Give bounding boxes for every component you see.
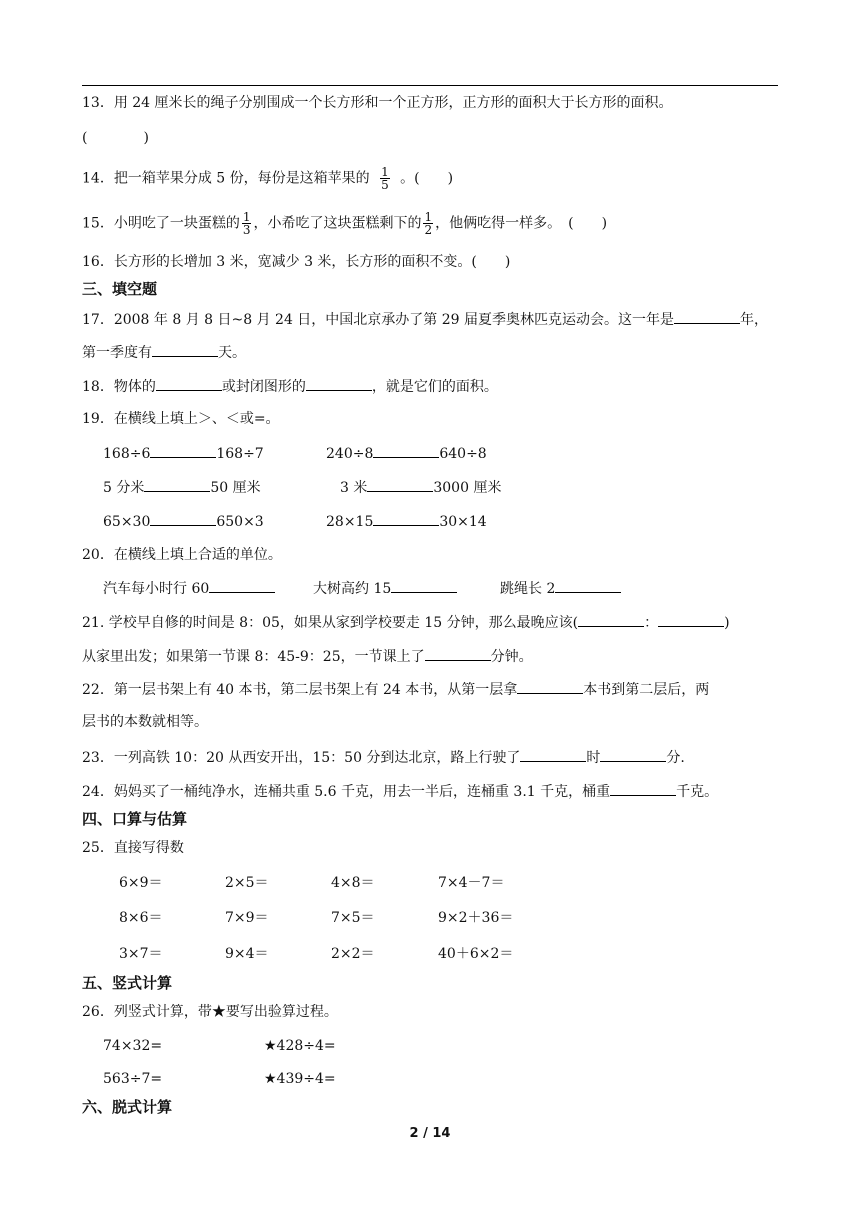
answer-parentheses: ( ) (82, 130, 149, 146)
question-17-cont (82, 342, 246, 363)
question-24-text: 千克。 (676, 784, 719, 800)
question-22-text: 层书的本数就相等。 (82, 714, 208, 730)
answer-blank[interactable] (152, 342, 218, 357)
fraction-numerator: 1 (242, 210, 251, 224)
question-25-text: 25．直接写得数 (82, 840, 184, 856)
section-heading-6: 六、脱式计算 (82, 1098, 173, 1116)
answer-blank[interactable] (156, 376, 222, 391)
time-separator: ： (644, 615, 659, 631)
compare-left: 65×30 (103, 514, 151, 530)
question-18-text: 或封闭图形的 (221, 379, 306, 395)
question-18-text: 18．物体的 (82, 379, 156, 395)
answer-blank[interactable] (391, 578, 457, 593)
question-21 (82, 612, 730, 633)
question-22 (82, 679, 709, 700)
question-21-text: 分钟。 (490, 649, 533, 665)
fraction-denominator: 2 (424, 223, 433, 237)
arithmetic-item: 8×6＝ (119, 910, 163, 926)
arithmetic-item: 7×9＝ (225, 910, 269, 926)
fraction (423, 211, 433, 236)
fraction-denominator: 5 (381, 178, 389, 192)
compare-item (103, 443, 264, 464)
question-21-text: ) (724, 615, 730, 631)
arithmetic-item: 2×5＝ (225, 875, 269, 891)
question-23-text: 23．一列高铁 10：20 从西安开出，15：50 分到达北京，路上行驶了 (82, 750, 521, 766)
compare-right: 640÷8 (439, 446, 487, 462)
answer-blank[interactable] (555, 578, 621, 593)
question-17-text: 年， (740, 312, 769, 328)
question-15-text-c: ，他俩吃得一样多。 ( ) (435, 215, 608, 232)
question-23 (82, 747, 685, 768)
compare-left: 240÷8 (326, 446, 374, 462)
answer-blank[interactable] (373, 511, 439, 526)
vertical-calc-item: ★428÷4= (264, 1038, 336, 1054)
compare-right: 3000 厘米 (433, 480, 502, 496)
answer-blank[interactable] (150, 443, 216, 458)
compare-right: 168÷7 (216, 446, 264, 462)
unit-item (313, 578, 457, 599)
arithmetic-item: 40＋6×2＝ (438, 946, 514, 962)
answer-blank[interactable] (517, 679, 583, 694)
page-number: 2 / 14 (409, 1126, 451, 1141)
arithmetic-item: 4×8＝ (331, 875, 375, 891)
question-16 (82, 252, 510, 272)
compare-right: 650×3 (216, 514, 264, 530)
arithmetic-item: 7×5＝ (331, 910, 375, 926)
compare-right: 50 厘米 (210, 480, 261, 496)
answer-blank[interactable] (600, 747, 666, 762)
compare-item (103, 477, 261, 498)
unit-item (103, 578, 275, 599)
compare-left: 3 米 (340, 480, 368, 496)
question-15-text-b: ，小希吃了这块蛋糕剩下的 (253, 215, 422, 232)
compare-item (340, 477, 501, 498)
question-17 (82, 309, 768, 330)
question-22-text: 本书到第二层后，两 (583, 682, 710, 698)
question-15 (82, 211, 607, 236)
question-14 (82, 166, 453, 191)
question-13 (82, 93, 673, 113)
unit-item-text: 大树高约 15 (313, 581, 392, 597)
fraction-numerator: 1 (424, 210, 433, 224)
question-17-text: 17．2008 年 8 月 8 日~8 月 24 日，中国北京承办了第 29 届夏季奥林匹克运动会。这一年是 (82, 312, 675, 328)
arithmetic-item: 9×2＋36＝ (438, 910, 514, 926)
question-20-text: 20．在横线上填上合适的单位。 (82, 547, 282, 563)
arithmetic-item: 2×2＝ (331, 946, 375, 962)
answer-blank[interactable] (150, 511, 216, 526)
compare-item (103, 511, 264, 532)
question-22-cont (82, 712, 208, 732)
question-18-text: ，就是它们的面积。 (371, 379, 498, 395)
vertical-calc-item: ★439÷4= (264, 1071, 336, 1087)
answer-blank[interactable] (674, 309, 740, 324)
question-17-text: 第一季度有 (82, 345, 152, 361)
compare-left: 168÷6 (103, 446, 151, 462)
question-13-answer (82, 128, 149, 148)
compare-right: 30×14 (439, 514, 487, 530)
question-16-text: 16．长方形的长增加 3 米，宽减少 3 米，长方形的面积不变。( ) (82, 254, 511, 270)
arithmetic-item: 7×4－7＝ (438, 875, 505, 891)
question-21-cont (82, 646, 533, 667)
answer-blank[interactable] (209, 578, 275, 593)
question-21-text: 从家里出发；如果第一节课 8：45-9：25，一节课上了 (82, 649, 425, 665)
arithmetic-item: 3×7＝ (119, 946, 163, 962)
question-25 (82, 838, 184, 858)
answer-blank[interactable] (144, 477, 210, 492)
question-24 (82, 781, 718, 802)
question-14-text: 14．把一箱苹果分成 5 份，每份是这箱苹果的 (82, 170, 370, 187)
question-26-text: 26．列竖式计算，带★要写出验算过程。 (82, 1004, 338, 1020)
unit-item (500, 578, 621, 599)
compare-left: 28×15 (326, 514, 374, 530)
answer-blank[interactable] (610, 781, 676, 796)
question-21-text: 21. 学校早自修的时间是 8：05，如果从家到学校要走 15 分钟，那么最晚应该( (82, 615, 579, 631)
question-23-text: 分. (666, 750, 685, 766)
compare-item (326, 443, 487, 464)
question-23-text: 时 (586, 750, 601, 766)
vertical-calc-item: 74×32= (103, 1038, 163, 1054)
question-19-text: 19．在横线上填上＞、＜或=。 (82, 411, 280, 427)
header-rule (82, 85, 778, 86)
section-heading-5: 五、竖式计算 (82, 974, 173, 992)
question-17-text: 天。 (218, 345, 246, 361)
question-26 (82, 1002, 338, 1022)
answer-blank[interactable] (658, 612, 724, 627)
fraction-numerator: 1 (381, 165, 389, 179)
answer-blank[interactable] (306, 376, 372, 391)
vertical-calc-item: 563÷7= (103, 1071, 163, 1087)
answer-blank[interactable] (367, 477, 433, 492)
unit-item-text: 汽车每小时行 60 (103, 581, 210, 597)
section-heading-3: 三、填空题 (82, 280, 158, 298)
question-20 (82, 545, 282, 565)
question-14-answer: 。( ) (400, 170, 454, 187)
question-13-text: 13．用 24 厘米长的绳子分别围成一个长方形和一个正方形，正方形的面积大于长方形的面积。 (82, 95, 673, 111)
compare-item (326, 511, 487, 532)
question-19 (82, 409, 280, 429)
question-22-text: 22．第一层书架上有 40 本书，第二层书架上有 24 本书，从第一层拿 (82, 682, 518, 698)
fraction (380, 166, 390, 191)
answer-blank[interactable] (520, 747, 586, 762)
answer-blank[interactable] (373, 443, 439, 458)
question-15-text-a: 15．小明吃了一块蛋糕的 (82, 215, 240, 232)
answer-blank[interactable] (578, 612, 644, 627)
answer-blank[interactable] (425, 646, 491, 661)
arithmetic-item: 6×9＝ (119, 875, 163, 891)
fraction-denominator: 3 (242, 223, 251, 237)
section-heading-4: 四、口算与估算 (82, 810, 188, 828)
question-18 (82, 376, 498, 397)
question-24-text: 24．妈妈买了一桶纯净水，连桶共重 5.6 千克，用去一半后，连桶重 3.1 千克，桶重 (82, 784, 611, 800)
arithmetic-item: 9×4＝ (225, 946, 269, 962)
compare-left: 5 分米 (103, 480, 145, 496)
fraction (242, 211, 252, 236)
unit-item-text: 跳绳长 2 (500, 581, 556, 597)
